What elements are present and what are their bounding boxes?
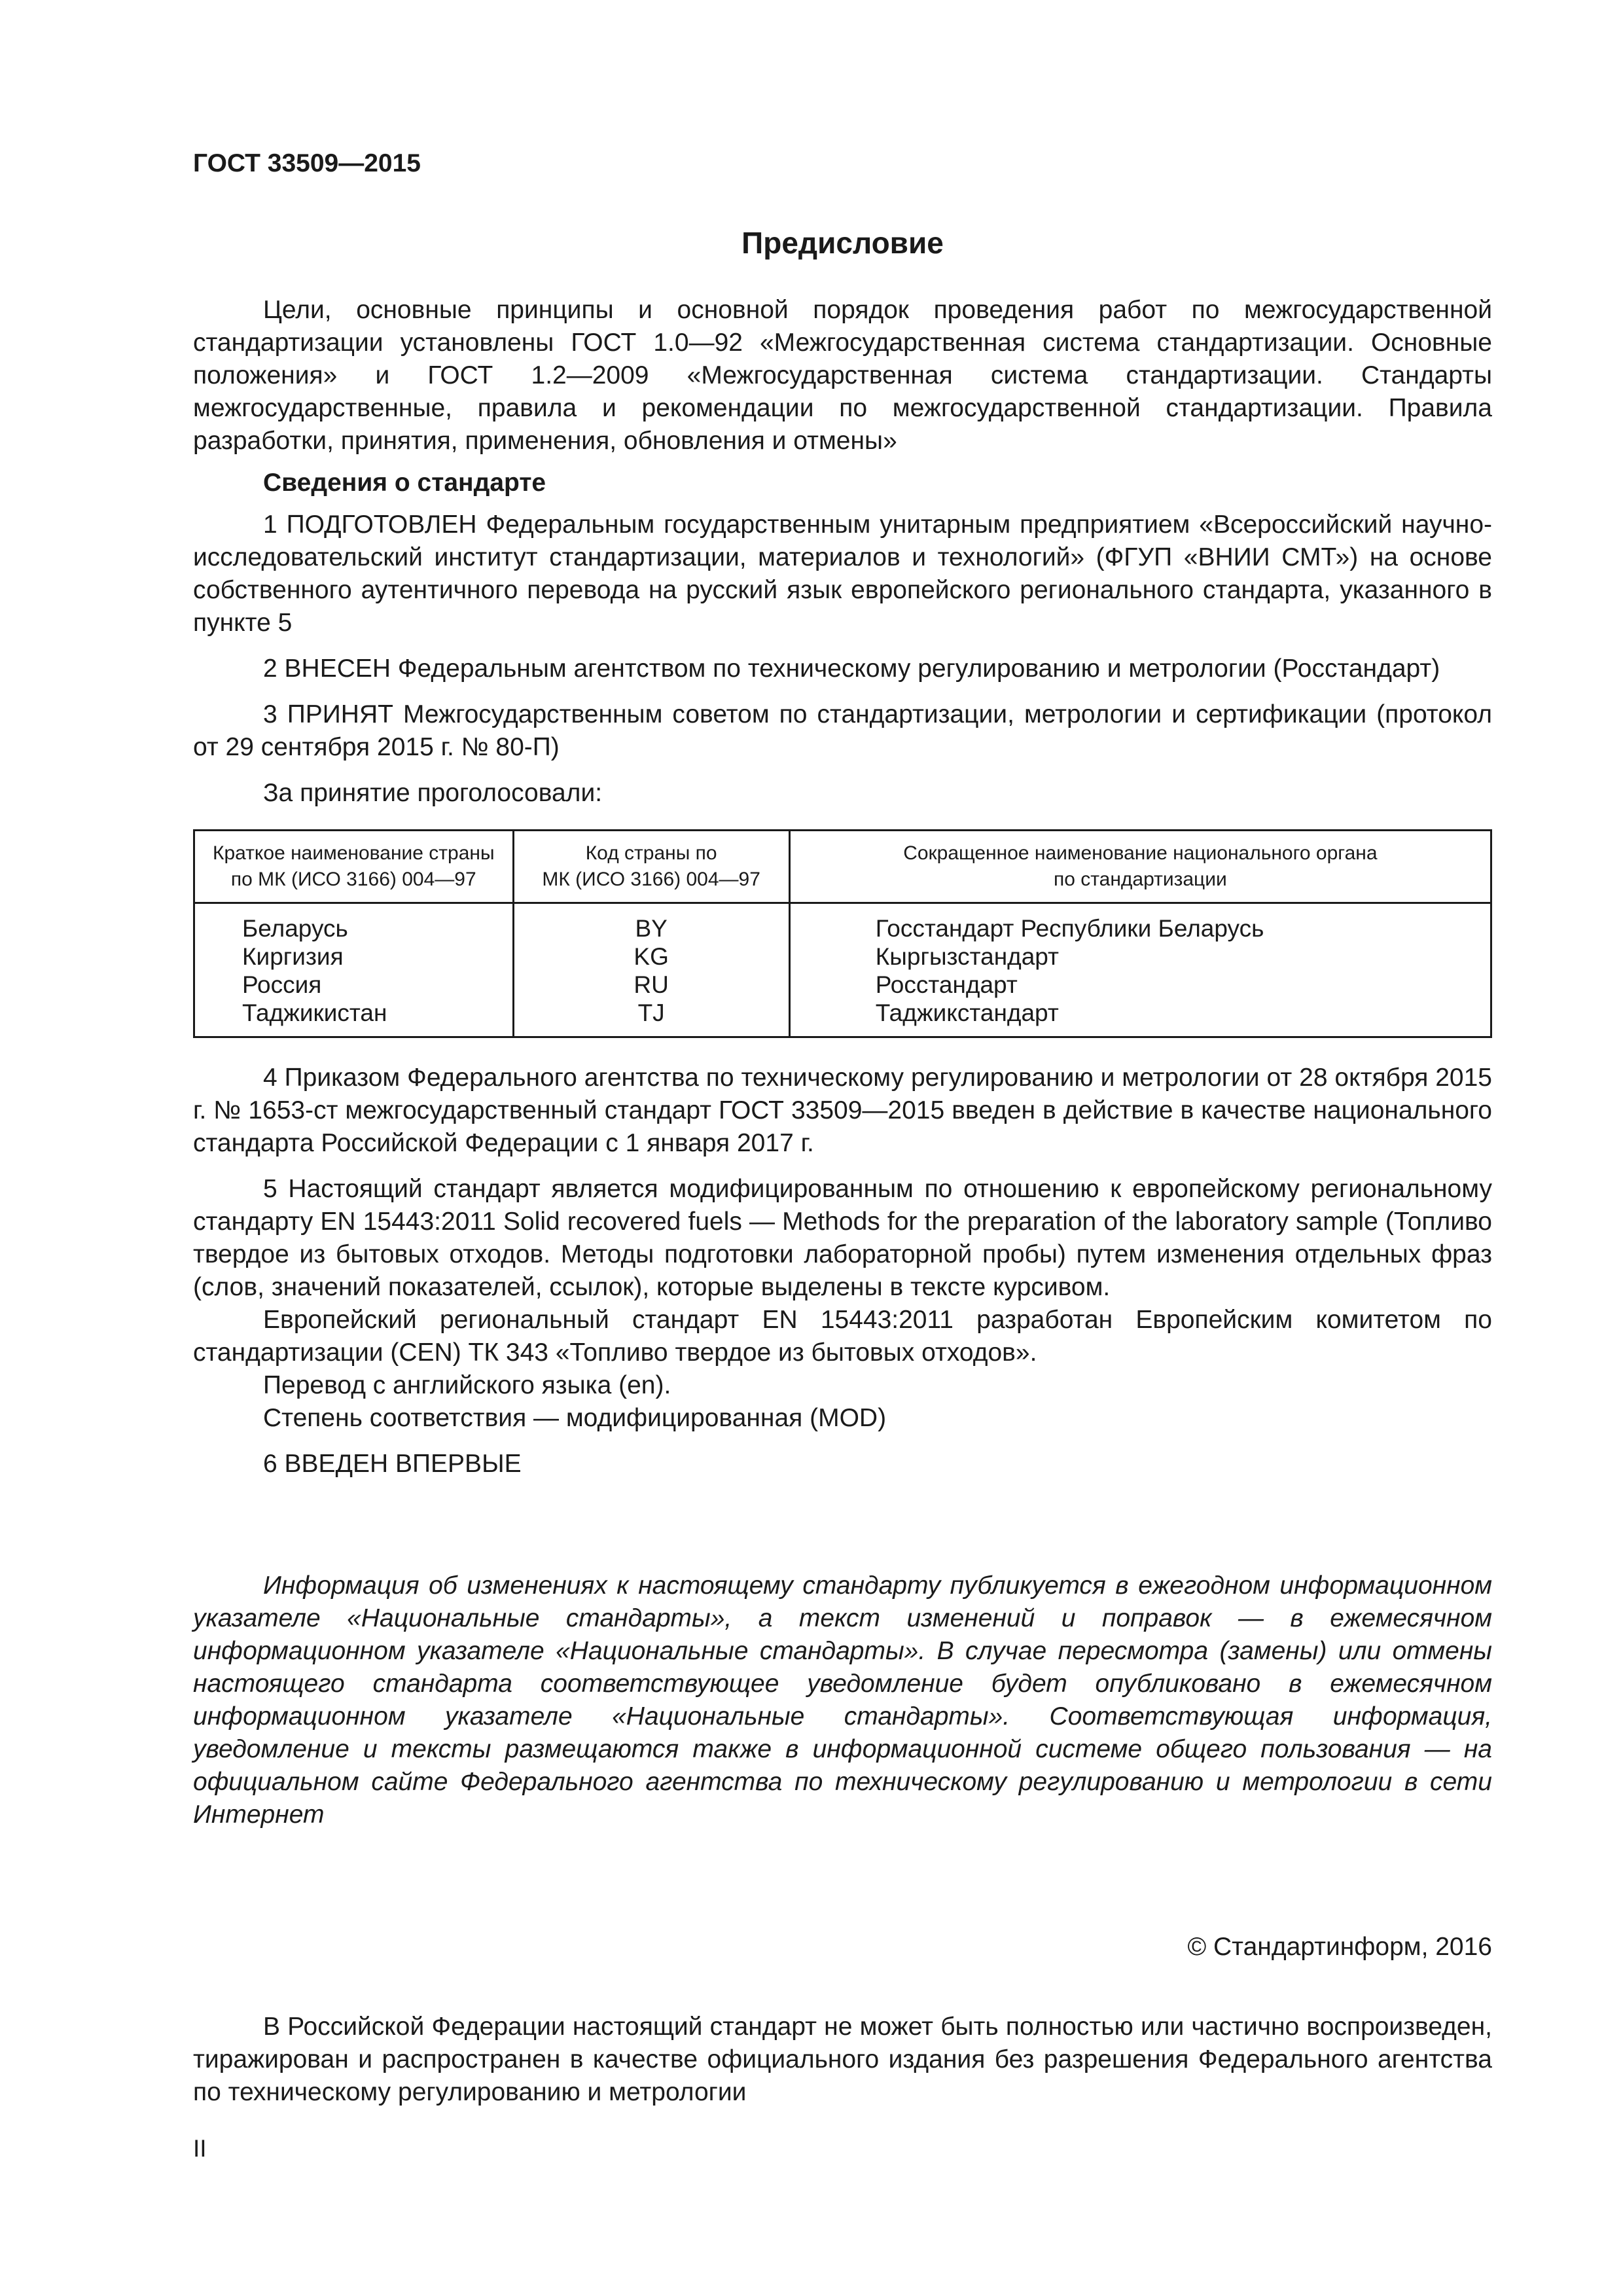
country-cell: Таджикистан	[194, 999, 514, 1037]
copyright-notice: © Стандартинформ, 2016	[1187, 1933, 1492, 1961]
header-code	[513, 831, 789, 903]
page-title: Предисловие	[741, 226, 944, 260]
voted-label: За принятие проголосовали:	[263, 779, 603, 807]
header-code-line2: МК (ИСО 3166) 004—97	[542, 869, 760, 890]
country-code-cell: TJ	[513, 999, 789, 1037]
item-5-european-standard: Европейский региональный стандарт EN 15443:2011 разработан Европейским комитетом по стандартизации (CEN) ТК 343 «Топливо твердое из бытовых отходов».	[193, 1306, 1492, 1367]
item-6-paragraph: 6 ВВЕДЕН ВПЕРВЫЕ	[263, 1450, 522, 1478]
legal-notice: В Российской Федерации настоящий стандарт не может быть полностью или частично воспроизведен, тиражирован и распространен в качестве официального издания без разрешения Федерального агентства по техническому регулированию и метрологии	[193, 2013, 1492, 2106]
country-cell: Россия	[194, 971, 514, 999]
country-code-cell: RU	[513, 971, 789, 999]
country-cell: Киргизия	[194, 942, 514, 971]
header-country-line2: по МК (ИСО 3166) 004—97	[230, 869, 476, 890]
header-country	[194, 831, 514, 903]
item-1-paragraph: 1 ПОДГОТОВЛЕН Федеральным государственным унитарным предприятием «Всероссийский научно-исследовательский институт стандартизации, материалов и технологий» (ФГУП «ВНИИ СМТ») на основе собственного аутентичного перевода на русский язык европейского регионального стандарта, указанного в пункте 5	[193, 511, 1492, 637]
vote-table-header-row	[194, 831, 1491, 903]
table-row	[194, 999, 1491, 1037]
org-cell: Кыргызстандарт	[789, 942, 1491, 971]
page-content	[193, 147, 1492, 2109]
item-4-paragraph: 4 Приказом Федерального агентства по техническому регулированию и метрологии от 28 октября 2015 г. № 1653-ст межгосударственный стандарт ГОСТ 33509—2015 введен в действие в качестве национального стандарта Российской Федерации с 1 января 2017 г.	[193, 1064, 1492, 1157]
org-cell: Таджикстандарт	[789, 999, 1491, 1037]
country-code-cell: BY	[513, 903, 789, 943]
section-title: Сведения о стандарте	[263, 469, 546, 497]
header-org-line1: Сокращенное наименование национального органа	[903, 842, 1378, 864]
document-code: ГОСТ 33509—2015	[193, 149, 421, 177]
intro-paragraph: Цели, основные принципы и основной порядок проведения работ по межгосударственной стандартизации установлены ГОСТ 1.0—92 «Межгосударственная система стандартизации. Основные положения» и ГОСТ 1.2—2009 «Межгосударственная система стандартизации. Стандарты межгосударственные, правила и рекомендации по межгосударственной стандартизации. Правила разработки, принятия, применения, обновления и отмены»	[193, 296, 1492, 455]
vote-table	[193, 829, 1492, 1038]
org-cell: Госстандарт Республики Беларусь	[789, 903, 1491, 943]
header-country-line1: Краткое наименование страны	[213, 842, 495, 864]
changes-info-note: Информация об изменениях к настоящему стандарту публикуется в ежегодном информационном указателе «Национальные стандарты», а текст изменений и поправок — в ежемесячном информационном указателе «Национальные стандарты». В случае пересмотра (замены) или отмены настоящего стандарта соответствующее уведомление будет опубликовано в ежемесячном информационном указателе «Национальные стандарты». Соответствующая информация, уведомление и тексты размещаются также в информационной системе общего пользования — на официальном сайте Федерального агентства по техническому регулированию и метрологии в сети Интернет	[193, 1571, 1492, 1829]
header-code-line1: Код страны по	[585, 842, 717, 864]
item-3-paragraph: 3 ПРИНЯТ Межгосударственным советом по стандартизации, метрологии и сертификации (протокол от 29 сентября 2015 г. № 80-П)	[193, 700, 1492, 761]
table-row	[194, 971, 1491, 999]
header-org-line2: по стандартизации	[1053, 869, 1227, 890]
country-code-cell: KG	[513, 942, 789, 971]
item-5-conformity: Степень соответствия — модифицированная (MOD)	[263, 1404, 887, 1432]
page-number: II	[193, 2135, 207, 2162]
header-org	[789, 831, 1491, 903]
item-2-paragraph: 2 ВНЕСЕН Федеральным агентством по техническому регулированию и метрологии (Росстандарт)	[263, 655, 1440, 683]
table-row	[194, 903, 1491, 943]
org-cell: Росстандарт	[789, 971, 1491, 999]
table-row	[194, 942, 1491, 971]
country-cell: Беларусь	[194, 903, 514, 943]
item-5-translation: Перевод с английского языка (en).	[263, 1371, 671, 1399]
item-5-paragraph: 5 Настоящий стандарт является модифицированным по отношению к европейскому региональному стандарту EN 15443:2011 Solid recovered fuels — Methods for the preparation of the laboratory sample (Топливо твердое из бытовых отходов. Методы подготовки лабораторной пробы) путем изменения отдельных фраз (слов, значений показателей, ссылок), которые выделены в тексте курсивом.	[193, 1175, 1492, 1301]
